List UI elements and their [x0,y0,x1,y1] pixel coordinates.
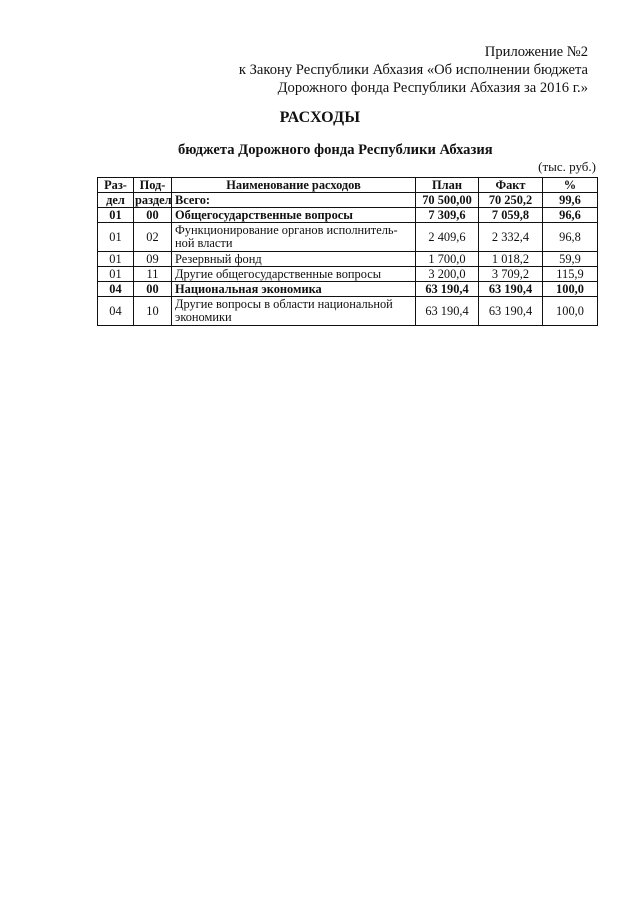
row-subsection: 00 [134,282,172,297]
row-subsection: 02 [134,223,172,252]
header-section-cont: дел [98,193,134,208]
header-fact: Факт [479,178,543,193]
row-plan: 63 190,4 [416,282,479,297]
row-plan: 7 309,6 [416,208,479,223]
header-name: Наименование расходов [172,178,416,193]
row-plan: 63 190,4 [416,297,479,326]
header-section: Раз- [98,178,134,193]
row-section: 01 [98,252,134,267]
total-percent: 99,6 [543,193,598,208]
header-percent: % [543,178,598,193]
header-subsection: Под- [134,178,172,193]
row-plan: 2 409,6 [416,223,479,252]
appendix-header [168,43,588,97]
row-plan: 3 200,0 [416,267,479,282]
expenditure-table [97,177,598,326]
table-row [98,267,598,282]
row-subsection: 09 [134,252,172,267]
row-name: Другие общегосударственные вопросы [172,267,416,282]
row-fact: 3 709,2 [479,267,543,282]
header-subsection-cont: раздел [135,192,172,207]
row-subsection: 00 [134,208,172,223]
row-name: Резервный фонд [172,252,416,267]
row-name: Функционирование органов исполнитель- ной власти [172,223,416,252]
row-section: 04 [98,297,134,326]
row-name: Другие вопросы в области национальной экономики [172,297,416,326]
row-section: 01 [98,208,134,223]
row-name: Национальная экономика [172,282,416,297]
appendix-line-1: Приложение №2 [484,44,588,60]
row-name: Общегосударственные вопросы [172,208,416,223]
appendix-line-3: Дорожного фонда Республики Абхазия за 2016 г.» [277,80,588,96]
document-title: РАСХОДЫ [279,109,361,126]
row-percent: 96,6 [543,208,598,223]
appendix-line-2: к Закону Республики Абхазия «Об исполнении бюджета [238,62,588,78]
row-section: 01 [98,267,134,282]
row-percent: 100,0 [543,297,598,326]
row-fact: 63 190,4 [479,297,543,326]
row-section: 01 [98,223,134,252]
units-label: (тыс. руб.) [538,159,596,174]
row-percent: 59,9 [543,252,598,267]
table-row [98,297,598,326]
header-plan: План [416,178,479,193]
row-fact: 1 018,2 [479,252,543,267]
row-subsection: 10 [134,297,172,326]
row-plan: 1 700,0 [416,252,479,267]
total-row [98,193,598,208]
document-subtitle: бюджета Дорожного фонда Республики Абхазия [178,142,493,158]
total-fact: 70 250,2 [479,193,543,208]
row-fact: 7 059,8 [479,208,543,223]
table-row [98,252,598,267]
row-percent: 96,8 [543,223,598,252]
total-plan: 70 500,00 [416,193,479,208]
row-percent: 115,9 [543,267,598,282]
total-name: Всего: [172,193,416,208]
row-fact: 63 190,4 [479,282,543,297]
table-row [98,223,598,252]
row-section: 04 [98,282,134,297]
table-row [98,282,598,297]
row-percent: 100,0 [543,282,598,297]
row-fact: 2 332,4 [479,223,543,252]
table-row [98,208,598,223]
row-subsection: 11 [134,267,172,282]
